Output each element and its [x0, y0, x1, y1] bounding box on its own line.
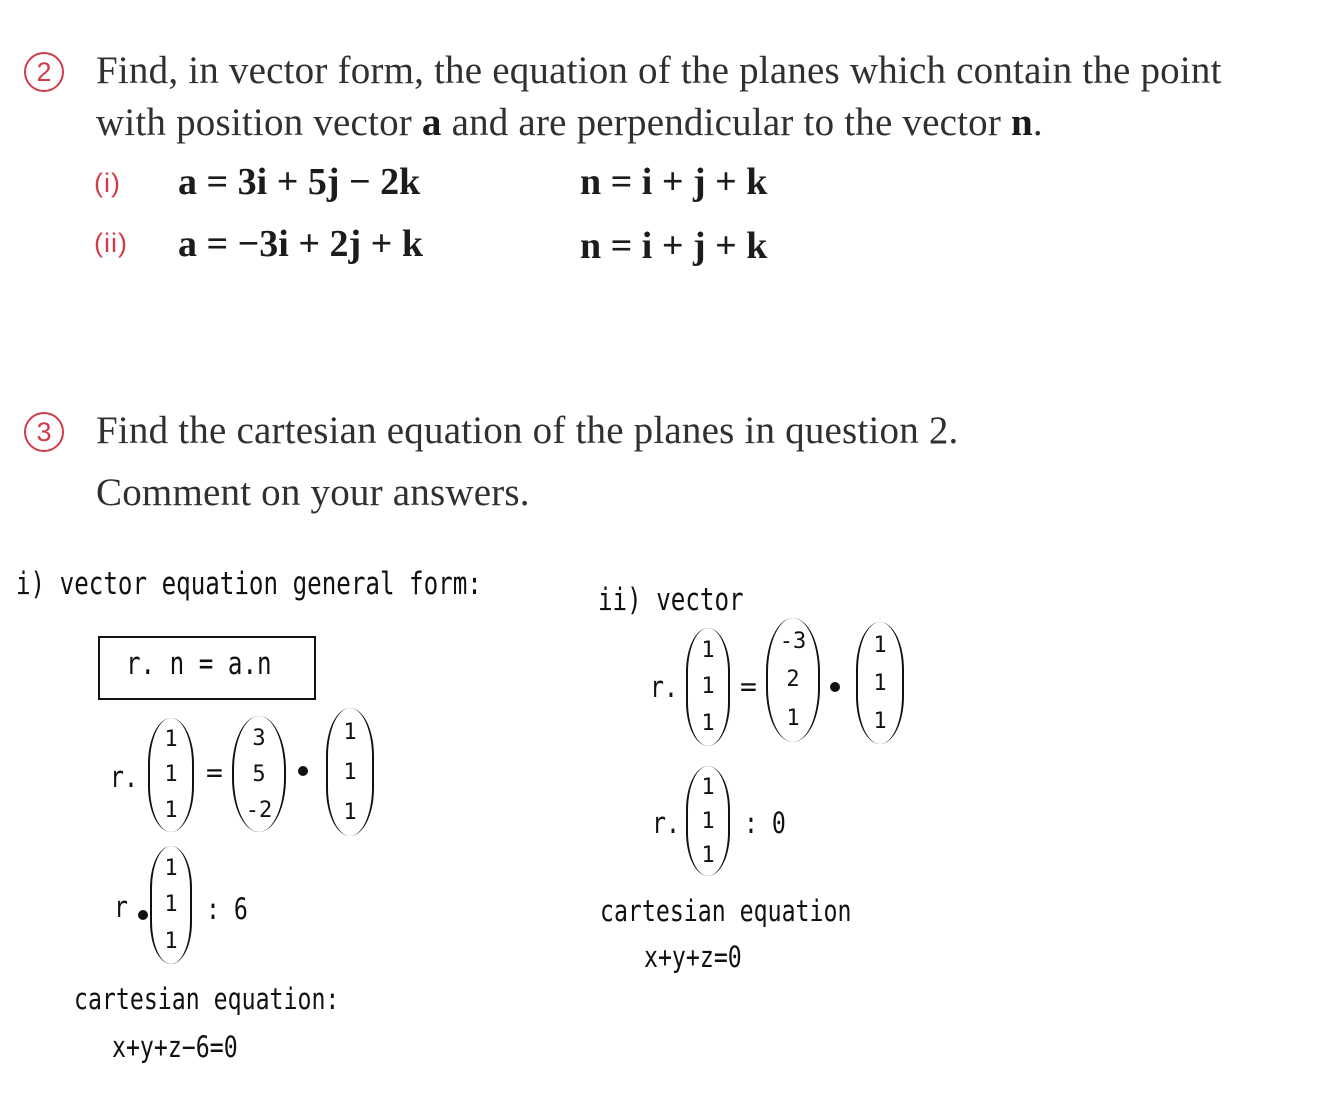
matrix-entry: 1: [701, 637, 715, 663]
question-2-text-2b: and are perpendicular to the vector: [441, 101, 1012, 144]
question-2-text-2c: .: [1032, 101, 1043, 144]
solution-ii-step2-r: r.: [652, 806, 680, 840]
solution-i-step1-normal-matrix: [148, 718, 194, 832]
matrix-entry: 1: [343, 799, 357, 825]
matrix-entry: 1: [786, 706, 800, 732]
matrix-entry: 1: [343, 759, 357, 785]
dot-product-symbol: [138, 910, 148, 920]
solution-i-step1-equals: =: [206, 756, 223, 789]
matrix-entry: 1: [701, 674, 715, 700]
solution-ii-step1-a-matrix: [766, 618, 820, 742]
solution-i-step2-normal-matrix: [150, 846, 192, 964]
solution-i-step2-rhs: : 6: [206, 892, 248, 926]
matrix-entry: 5: [252, 761, 266, 787]
part-ii-label: (ii): [94, 228, 128, 258]
matrix-entry: 1: [873, 670, 887, 696]
part-i-label: (i): [94, 168, 121, 198]
question-2-text-2a: with position vector: [96, 101, 422, 144]
matrix-entry: 1: [164, 892, 178, 918]
matrix-entry: 1: [164, 762, 178, 788]
question-3-number-badge: [24, 412, 64, 452]
matrix-entry: 1: [701, 808, 715, 834]
matrix-entry: 1: [164, 929, 178, 955]
part-ii-vector-a: a = −3i + 2j + k: [178, 223, 423, 265]
solution-ii-step2-rhs: : 0: [744, 806, 786, 840]
part-i-vector-a: a = 3i + 5j − 2k: [178, 161, 421, 203]
question-2-text-1: Find, in vector form, the equation of the planes which contain the point: [96, 49, 1222, 92]
solution-ii-step1-n-matrix: [856, 622, 904, 744]
question-3-number: 3: [36, 416, 52, 447]
dot-product-symbol: [830, 682, 840, 692]
solution-ii-step2-normal-matrix: [686, 766, 730, 876]
question-3-line-2: Comment on your answers.: [96, 471, 530, 514]
matrix-entry: 1: [164, 727, 178, 753]
matrix-entry: -2: [245, 797, 273, 823]
matrix-entry: 3: [252, 725, 266, 751]
part-ii-vector-n: n = i + j + k: [580, 225, 768, 267]
question-2-number-badge: [24, 52, 64, 92]
solution-i-heading: i) vector equation general form:: [16, 566, 482, 602]
matrix-entry: 1: [164, 855, 178, 881]
matrix-entry: -3: [779, 628, 807, 654]
solution-i-cartesian-label: cartesian equation:: [74, 982, 340, 1016]
matrix-entry: 1: [873, 708, 887, 734]
solution-ii-heading: ii) vector: [598, 582, 744, 618]
question-2-number: 2: [36, 56, 52, 87]
solution-ii-step1-r: r.: [650, 670, 678, 704]
solution-i-step1-r: r.: [110, 760, 138, 794]
question-2-line-2: [96, 100, 1043, 145]
solution-ii-cartesian-equation: x+y+z=0: [644, 940, 742, 974]
matrix-entry: 1: [873, 632, 887, 658]
solution-i-cartesian-equation: x+y+z−6=0: [112, 1030, 238, 1064]
matrix-entry: 1: [164, 797, 178, 823]
vector-a-symbol: a: [421, 101, 442, 144]
solution-ii-step1-normal-matrix: [686, 628, 730, 746]
solution-ii-cartesian-label: cartesian equation: [600, 894, 852, 928]
matrix-entry: 1: [701, 842, 715, 868]
vector-n-symbol: n: [1011, 101, 1033, 144]
question-3-line-1: Find the cartesian equation of the planes in question 2.: [96, 409, 959, 452]
dot-product-symbol: [298, 766, 308, 776]
matrix-entry: 2: [786, 667, 800, 693]
solution-i-step1-a-matrix: [232, 716, 286, 832]
solution-i-step2-r: r: [114, 890, 128, 924]
matrix-entry: 1: [343, 719, 357, 745]
solution-ii-step1-equals: =: [740, 670, 757, 703]
question-2-line-1: [96, 48, 1222, 93]
solution-i-step1-n-matrix: [326, 708, 374, 836]
general-form-equation: r. n = a.n: [126, 646, 272, 682]
matrix-entry: 1: [701, 711, 715, 737]
part-i-vector-n: n = i + j + k: [580, 161, 768, 203]
matrix-entry: 1: [701, 774, 715, 800]
